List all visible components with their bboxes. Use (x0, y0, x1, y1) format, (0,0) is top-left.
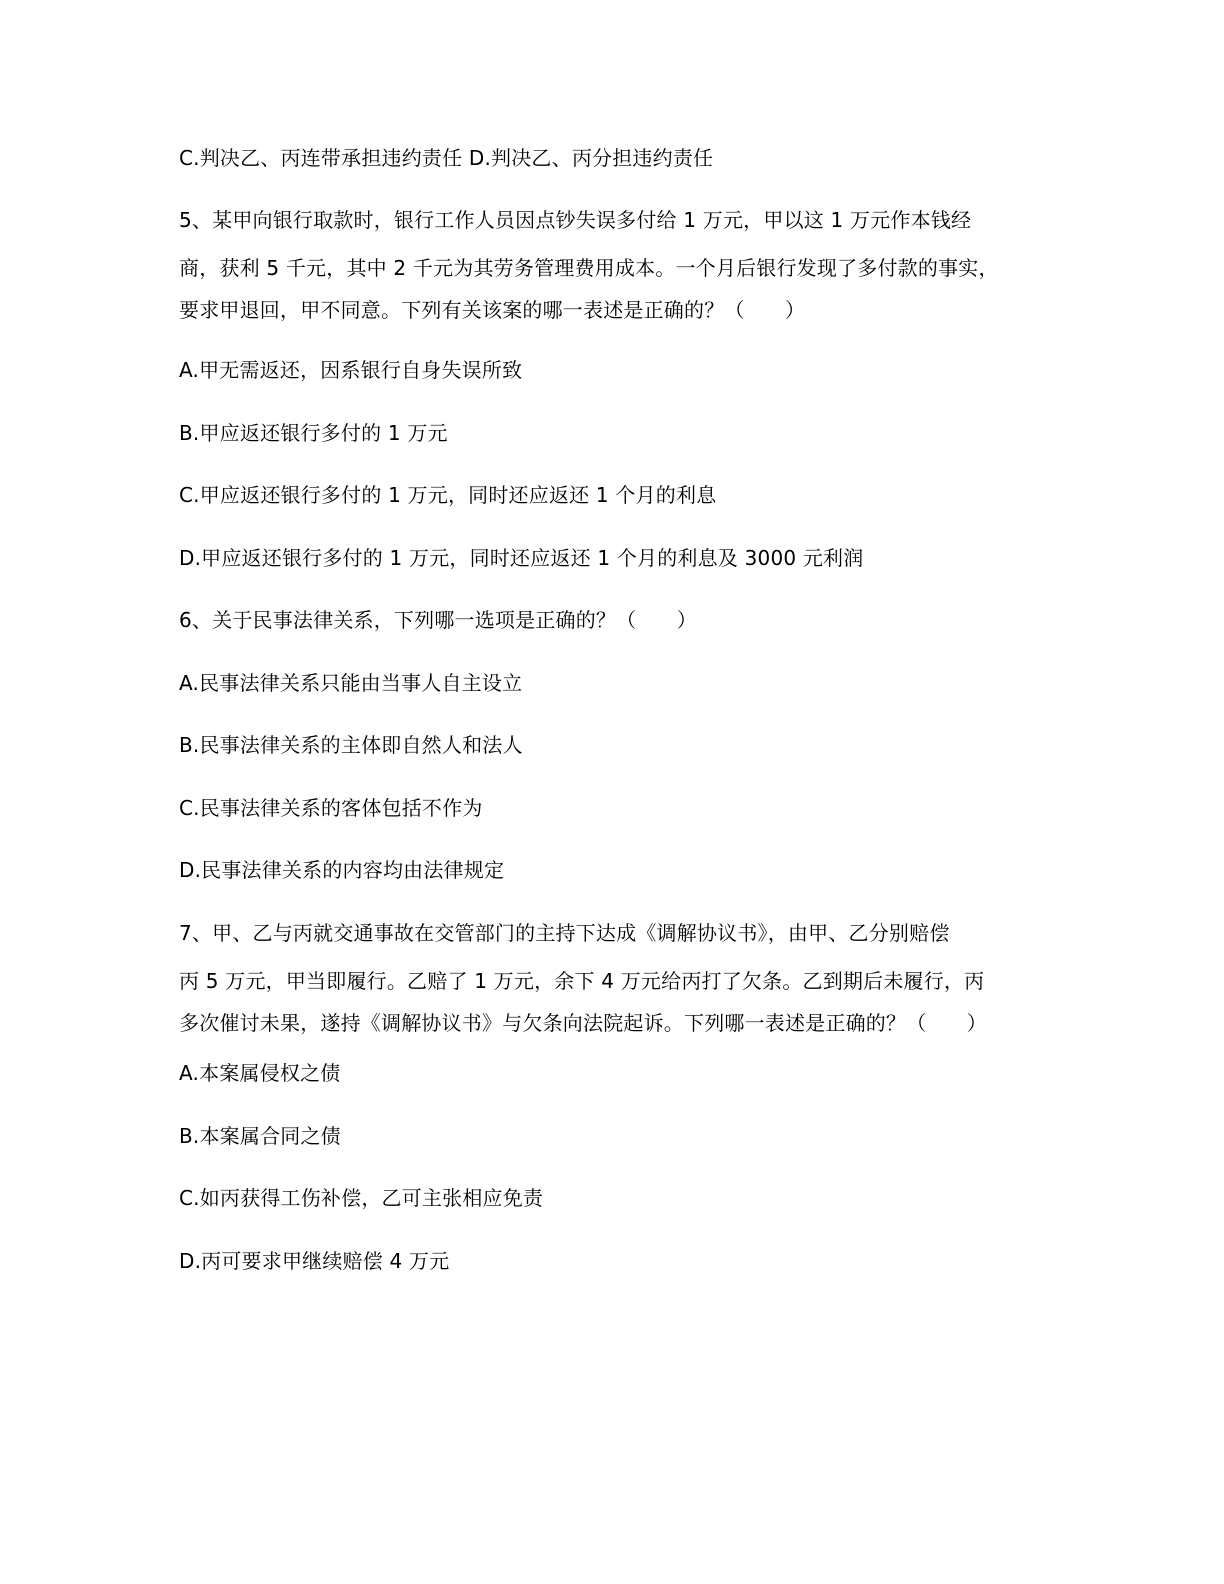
question-7-line-1: 7、甲、乙与丙就交通事故在交管部门的主持下达成《调解协议书》，由甲、乙分别赔偿 (179, 921, 950, 945)
option-line: C.甲应返还银行多付的 1 万元，同时还应返还 1 个月的利息 (179, 483, 717, 507)
option-line: D.甲应返还银行多付的 1 万元，同时还应返还 1 个月的利息及 3000 元利润 (179, 546, 864, 570)
option-line: C.如丙获得工伤补偿，乙可主张相应免责 (179, 1186, 544, 1210)
option-line: D.丙可要求甲继续赔偿 4 万元 (179, 1249, 450, 1273)
option-line: A.甲无需返还，因系银行自身失误所致 (179, 358, 523, 382)
option-line: B.民事法律关系的主体即自然人和法人 (179, 733, 523, 757)
option-line: C.民事法律关系的客体包括不作为 (179, 796, 483, 820)
question-6-line: 6、关于民事法律关系，下列哪一选项是正确的？（ ） (179, 608, 697, 632)
question-7-line-3: 多次催讨未果，遂持《调解协议书》与欠条向法院起诉。下列哪一表述是正确的？（ ） (179, 1011, 987, 1035)
option-line: D.民事法律关系的内容均由法律规定 (179, 858, 505, 882)
question-5-line-3: 要求甲退回，甲不同意。下列有关该案的哪一表述是正确的？（ ） (179, 298, 806, 322)
option-line: C.判决乙、丙连带承担违约责任 D.判决乙、丙分担违约责任 (179, 146, 714, 170)
option-line: B.甲应返还银行多付的 1 万元 (179, 421, 448, 445)
option-line: B.本案属合同之债 (179, 1124, 341, 1148)
question-5-line-1: 5、某甲向银行取款时，银行工作人员因点钞失误多付给 1 万元，甲以这 1 万元作本钱经 (179, 208, 972, 232)
question-5-line-2: 商，获利 5 千元，其中 2 千元为其劳务管理费用成本。一个月后银行发现了多付款的事实， (179, 256, 999, 280)
option-line: A.本案属侵权之债 (179, 1061, 341, 1085)
question-7-line-2: 丙 5 万元，甲当即履行。乙赔了 1 万元，余下 4 万元给丙打了欠条。乙到期后未履行，丙 (179, 969, 985, 993)
option-line: A.民事法律关系只能由当事人自主设立 (179, 671, 523, 695)
